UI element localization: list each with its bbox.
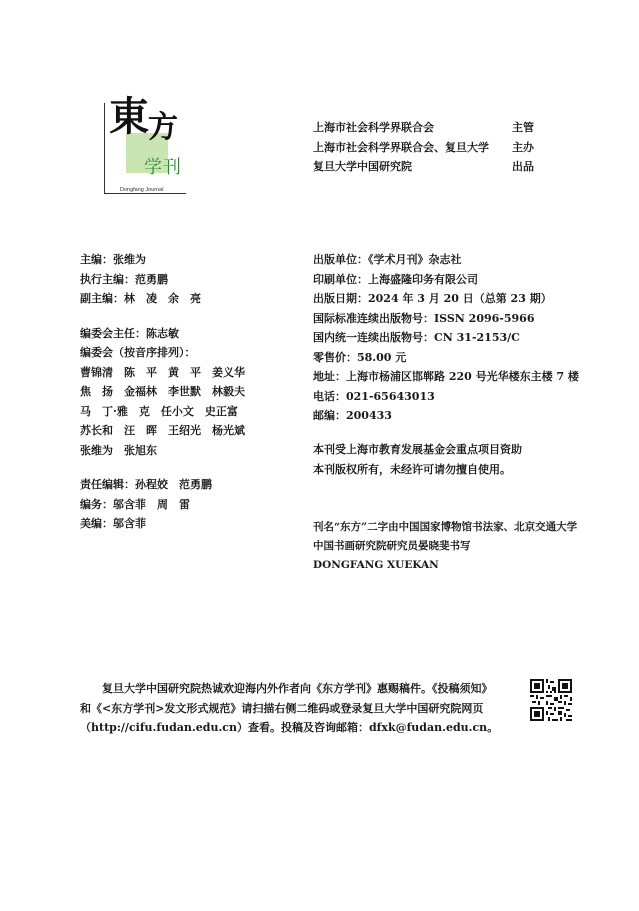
committee-row: 马 丁·雅 克 任小文 史正富 (80, 404, 238, 418)
calligraphy-line: 刊名“东方”二字由中国国家博物馆书法家、北京交通大学 (313, 521, 578, 533)
committee-title: 编委会（按音序排列）： (80, 346, 196, 359)
cn-number: 国内统一连续出版物号：CN 31-2153/C (313, 331, 520, 344)
committee-row: 曹锦清 陈 平 黄 平 姜义华 (80, 365, 245, 379)
logo-frame-vertical (104, 103, 105, 193)
editorial-board (80, 250, 245, 534)
logo-english-name: Dongfang Journal (120, 187, 164, 193)
footer-line: 和《<东方学刊>发文形式规范》请扫描右侧二维码或登录复旦大学中国研究院网页 (80, 701, 484, 715)
responsible-editors: 责任编辑：孙程姣 范勇鹏 (80, 478, 212, 491)
logo-xuekan: 学刊 (144, 157, 182, 178)
sponsor-role: 主办 (512, 140, 534, 154)
issn: 国际标准连续出版物号：ISSN 2096-5966 (313, 311, 535, 325)
committee-row: 张维为 张旭东 (80, 443, 157, 457)
copyright-note: 本刊版权所有，未经许可请勿擅自使用。 (313, 462, 511, 476)
logo-char-fang: 方 (148, 110, 178, 145)
phone: 电话：021-65643013 (313, 389, 435, 403)
qr-code[interactable] (530, 679, 572, 721)
funding-note: 本刊受上海市教育发展基金会重点项目资助 (313, 443, 522, 456)
journal-logo (104, 93, 186, 193)
art-editor: 美编：邬含菲 (80, 517, 146, 530)
footer-line: （http://cifu.fudan.edu.cn）查看。投稿及咨询邮箱：dfxk@fudan.edu.cn。 (80, 721, 499, 734)
footer-line: 复旦大学中国研究院热诚欢迎海内外作者向《东方学刊》惠赐稿件。《投稿须知》 (102, 682, 493, 695)
logo-frame-horizontal (104, 193, 186, 194)
publisher: 出版单位：《学术月刊》杂志社 (313, 253, 462, 266)
editorial-staff: 编务：邬含菲 周 雷 (80, 497, 190, 511)
committee-row: 焦 扬 金福林 李世默 林毅夫 (80, 385, 245, 398)
publication-info (313, 250, 579, 426)
sponsor-role: 主管 (512, 121, 534, 134)
price: 零售价：58.00 元 (313, 350, 407, 364)
publish-date: 出版日期：2024 年 3 月 20 日（总第 23 期） (313, 292, 552, 305)
submission-footer (80, 679, 520, 738)
sponsor-line (313, 157, 534, 177)
sponsor-role: 出品 (512, 160, 534, 173)
sponsor-org: 上海市社会科学界联合会、复旦大学 (313, 140, 489, 154)
chief-editor: 主编：张维为 (80, 253, 146, 266)
sponsor-org: 上海市社会科学界联合会 (313, 121, 434, 134)
funding-notes (313, 440, 522, 479)
executive-editor: 执行主编：范勇鹏 (80, 272, 168, 286)
sponsor-list (313, 118, 534, 177)
logo-char-dong: 東 (109, 93, 149, 140)
romanized-title: DONGFANG XUEKAN (313, 559, 439, 571)
committee-director: 编委会主任：陈志敏 (80, 326, 179, 340)
sponsor-line (313, 138, 534, 158)
sponsor-line (313, 118, 534, 138)
printer: 印刷单位：上海盛隆印务有限公司 (313, 272, 478, 286)
address: 地址：上海市杨浦区邯郸路 220 号光华楼东主楼 7 楼 (313, 370, 579, 383)
committee-row: 苏长和 汪 晖 王绍光 杨光斌 (80, 424, 245, 437)
postcode: 邮编：200433 (313, 409, 392, 422)
calligraphy-note (313, 518, 577, 575)
calligraphy-line: 中国书画研究院研究员晏晓斐书写 (313, 540, 471, 552)
deputy-editors: 副主编：林 凌 余 亮 (80, 292, 201, 305)
sponsor-org: 复旦大学中国研究院 (313, 160, 412, 173)
